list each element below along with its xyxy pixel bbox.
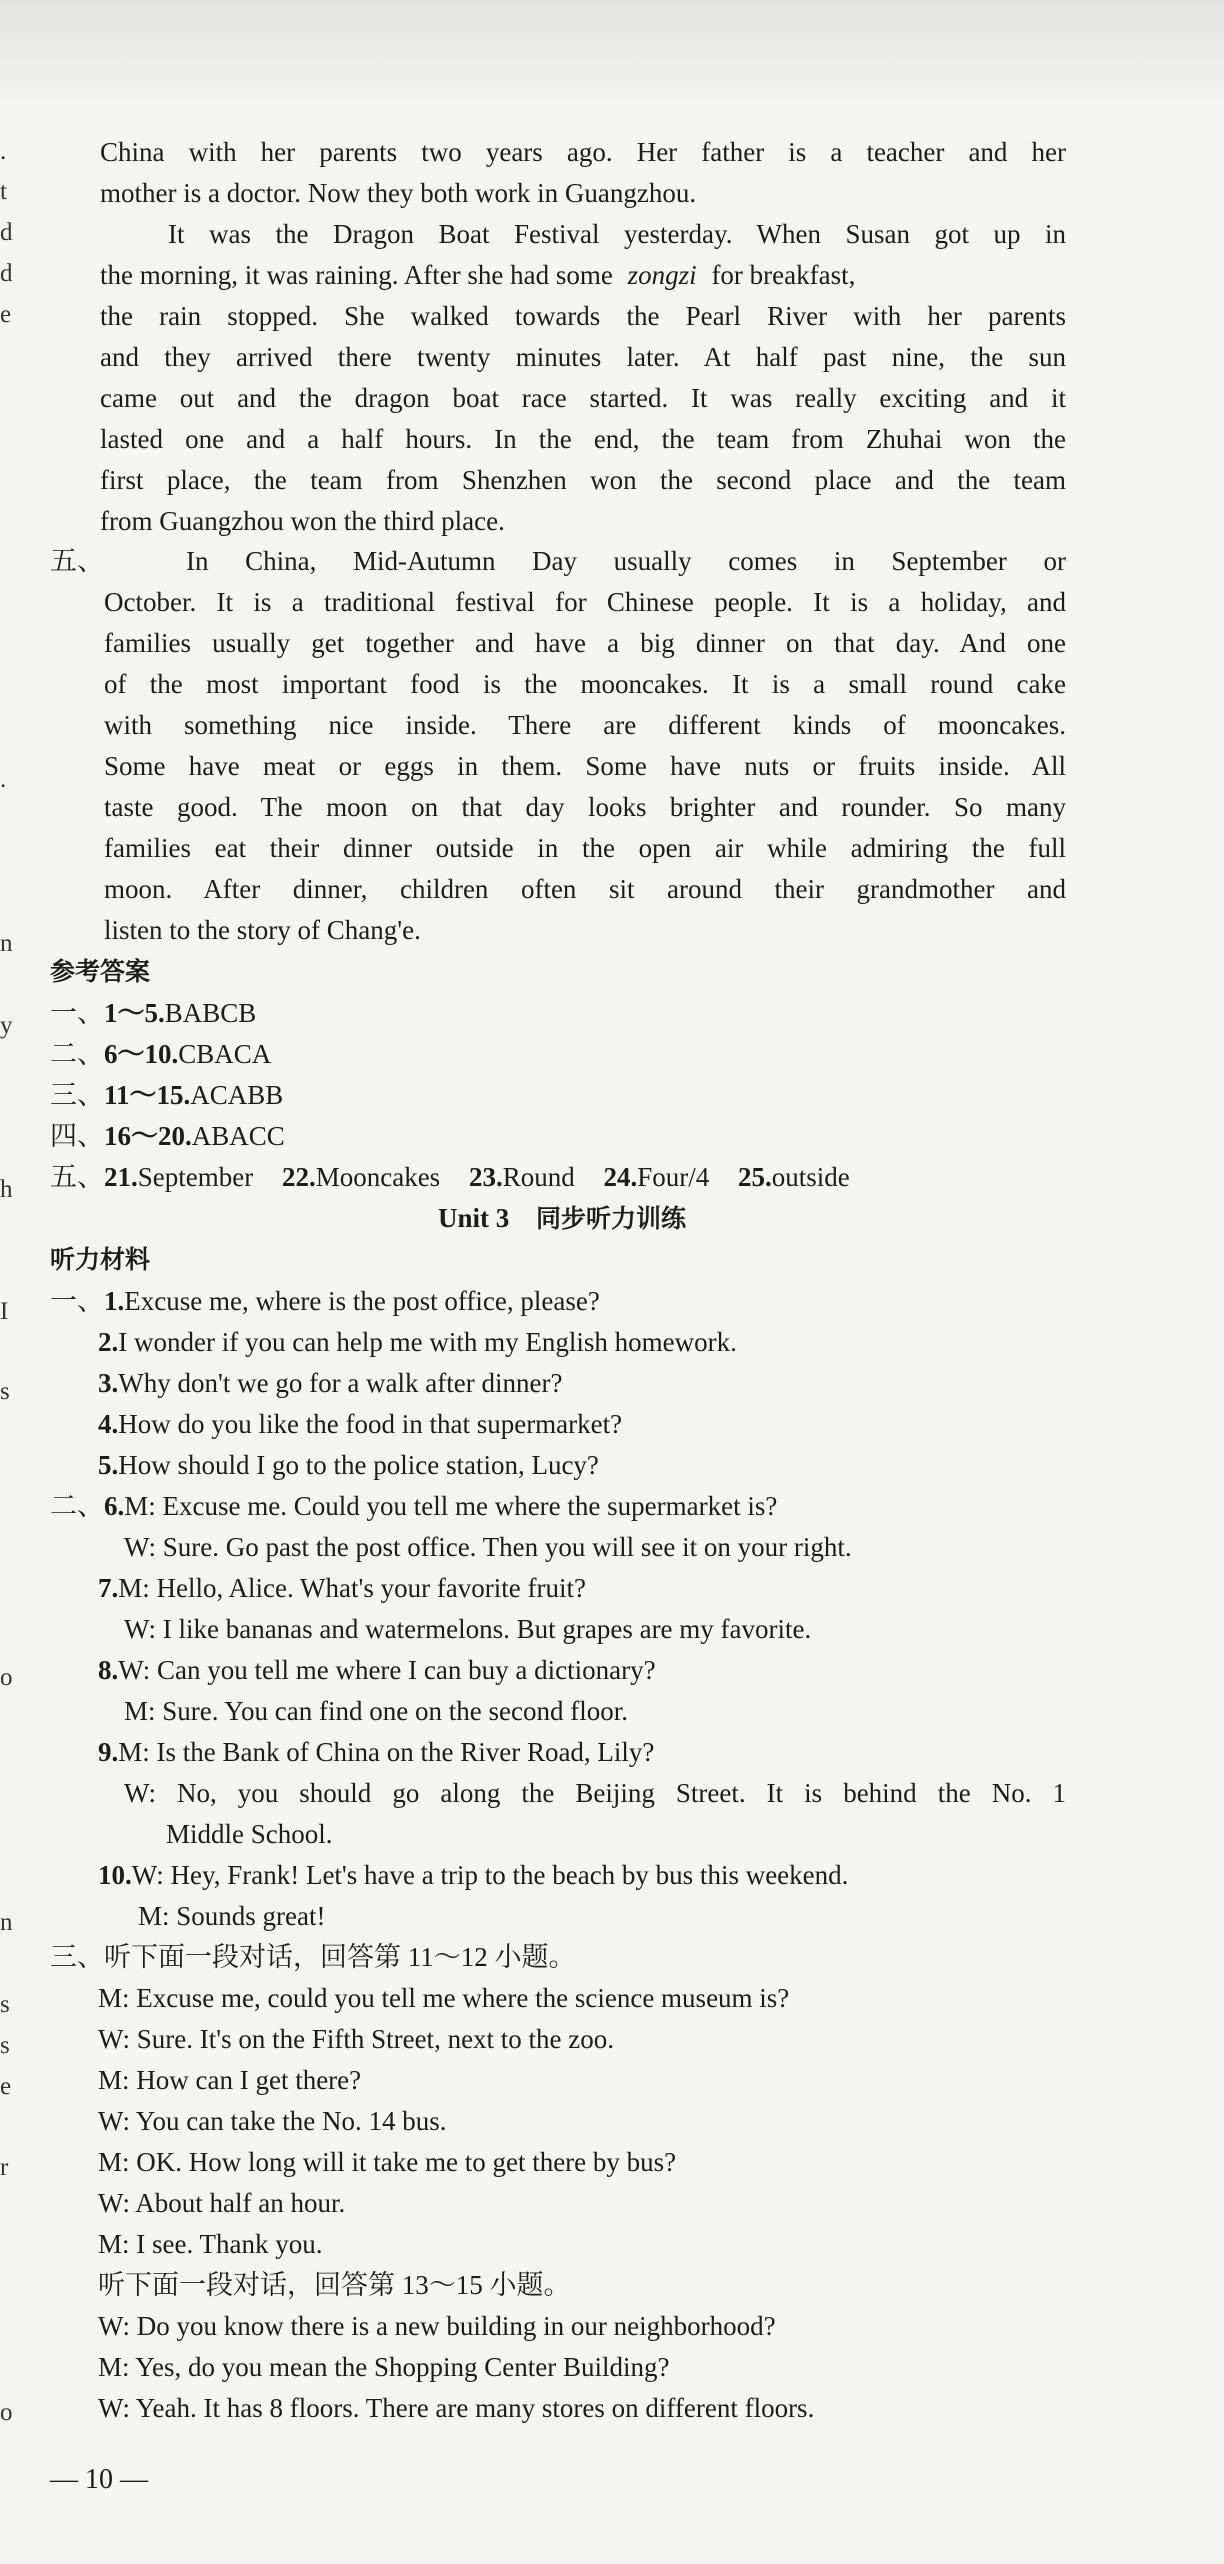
dialog-text: W: Can you tell me where I can buy a dictionary?	[118, 1655, 656, 1685]
section-label: 三、	[50, 1942, 104, 1972]
question-1	[50, 1281, 600, 1321]
edge-fragment: o	[0, 1664, 13, 1691]
passage-line: families usually get together and have a big dinner on that day. And one	[104, 628, 1066, 658]
edge-fragment: .	[0, 766, 7, 793]
passage-line: October. It is a traditional festival for Chinese people. It is a holiday, and	[104, 587, 1066, 617]
answer-text: Four/4	[637, 1162, 710, 1192]
edge-fragment: e	[0, 2073, 12, 2100]
section-intro	[50, 1937, 576, 1977]
dialog-line: W: No, you should go along the Beijing Street. It is behind the No. 1	[124, 1778, 1066, 1808]
answer-range: 1～5.	[104, 998, 165, 1028]
question-num: 8.	[98, 1655, 119, 1685]
answer-range: 16～20.	[104, 1121, 192, 1151]
answer-num: 21.	[104, 1162, 138, 1192]
italic-word: zongzi	[627, 260, 697, 290]
edge-fragment: d	[0, 219, 13, 246]
edge-fragment: s	[0, 2032, 10, 2059]
dialog-line: M: Yes, do you mean the Shopping Center Building?	[98, 2352, 670, 2382]
question-num: 1.	[104, 1286, 125, 1316]
answer-text: ABACC	[191, 1121, 285, 1151]
dialog-line: M: Sounds great!	[138, 1901, 326, 1931]
answer-text: BABCB	[164, 998, 257, 1028]
dialog-line: W: Sure. Go past the post office. Then you will see it on your right.	[124, 1532, 852, 1562]
question-num: 9.	[98, 1737, 119, 1767]
answers-heading: 参考答案	[50, 957, 151, 986]
edge-fragment: d	[0, 260, 13, 287]
dialog-line: Middle School.	[166, 1819, 333, 1849]
answer-num: 22.	[281, 1162, 316, 1192]
passage-line: China with her parents two years ago. Her father is a teacher and her	[100, 137, 1066, 167]
edge-fragment: y	[0, 1012, 13, 1039]
unit-subtitle: 同步听力训练	[536, 1204, 687, 1233]
answer-text: ACABB	[190, 1080, 284, 1110]
dialog-line: M: How can I get there?	[98, 2065, 362, 2095]
passage-line: mother is a doctor. Now they both work in Guangzhou.	[100, 178, 697, 208]
answer-row	[50, 1116, 285, 1156]
edge-fragment: r	[0, 2154, 9, 2181]
passage-text: for breakfast,	[711, 260, 856, 290]
question-4	[98, 1404, 622, 1444]
edge-fragment: I	[0, 1298, 9, 1325]
section-label: 一、	[50, 1286, 104, 1316]
answer-num: 25.	[737, 1162, 772, 1192]
question-num: 6.	[104, 1491, 125, 1521]
question-num: 2.	[98, 1327, 119, 1357]
passage-line: from Guangzhou won the third place.	[100, 506, 505, 536]
question-text: Excuse me, where is the post office, please?	[124, 1286, 600, 1316]
dialog-line: W: I like bananas and watermelons. But grapes are my favorite.	[124, 1614, 812, 1644]
dialog-line: M: OK. How long will it take me to get there by bus?	[98, 2147, 677, 2177]
dialog-line: M: I see. Thank you.	[98, 2229, 323, 2259]
page-number: — 10 —	[50, 2464, 148, 2495]
passage-line: Some have meat or eggs in them. Some have nuts or fruits inside. All	[104, 751, 1066, 781]
dialog-line	[98, 1568, 586, 1608]
dialog-line: W: You can take the No. 14 bus.	[98, 2106, 447, 2136]
dialog-line	[98, 1855, 848, 1895]
question-text: How do you like the food in that supermarket?	[118, 1409, 623, 1439]
answer-prefix: 一、	[50, 998, 104, 1028]
question-text: I wonder if you can help me with my English homework.	[118, 1327, 737, 1357]
question-num: 4.	[98, 1409, 119, 1439]
answer-text: CBACA	[178, 1039, 272, 1069]
dialog-line: M: Excuse me, could you tell me where the science museum is?	[98, 1983, 790, 2013]
passage-line: first place, the team from Shenzhen won the second place and the team	[100, 465, 1066, 495]
dialog-line	[98, 1650, 656, 1690]
answer-num: 24.	[603, 1162, 638, 1192]
top-shadow	[0, 0, 1224, 110]
dialog-text: M: Is the Bank of China on the River Road, Lily?	[118, 1737, 655, 1767]
passage-line: families eat their dinner outside in the open air while admiring the full	[104, 833, 1066, 863]
dialog-text: M: Excuse me. Could you tell me where the supermarket is?	[124, 1491, 778, 1521]
question-5	[98, 1445, 599, 1485]
dialog-line: M: Sure. You can find one on the second floor.	[124, 1696, 628, 1726]
dialog-text: M: Hello, Alice. What's your favorite fruit?	[118, 1573, 586, 1603]
answer-row	[50, 993, 256, 1033]
passage-line: lasted one and a half hours. In the end, the team from Zhuhai won the	[100, 424, 1066, 454]
intro-text: 听下面一段对话，回答第 11～12 小题。	[104, 1942, 576, 1972]
material-heading: 听力材料	[50, 1245, 151, 1274]
question-num: 10.	[98, 1860, 132, 1890]
edge-fragment: o	[0, 2399, 13, 2426]
answer-prefix: 四、	[50, 1121, 104, 1151]
section-label: 二、	[50, 1491, 104, 1521]
edge-fragment: s	[0, 1378, 10, 1405]
edge-fragment: t	[0, 178, 7, 205]
edge-fragment: e	[0, 301, 12, 328]
question-num: 3.	[98, 1368, 119, 1398]
passage-line: taste good. The moon on that day looks brighter and rounder. So many	[104, 792, 1066, 822]
section-intro: 听下面一段对话，回答第 13～15 小题。	[98, 2270, 571, 2300]
question-3	[98, 1363, 562, 1403]
passage-line: came out and the dragon boat race started. It was really exciting and it	[100, 383, 1066, 413]
question-num: 5.	[98, 1450, 119, 1480]
passage-line: In China, Mid-Autumn Day usually comes in September or	[186, 546, 1066, 576]
dialog-line: W: Do you know there is a new building in our neighborhood?	[98, 2311, 776, 2341]
answer-prefix: 三、	[50, 1080, 104, 1110]
answer-prefix: 二、	[50, 1039, 104, 1069]
answer-text: Mooncakes	[315, 1162, 441, 1192]
question-num: 7.	[98, 1573, 119, 1603]
answer-text: Round	[502, 1162, 575, 1192]
dialog-line	[98, 1732, 654, 1772]
edge-fragment: n	[0, 930, 13, 957]
answer-range: 11～15.	[104, 1080, 191, 1110]
edge-fragment: .	[0, 138, 7, 165]
passage-line: It was the Dragon Boat Festival yesterday. When Susan got up in	[168, 219, 1066, 249]
question-text: Why don't we go for a walk after dinner?	[118, 1368, 563, 1398]
dialog-line: W: Yeah. It has 8 floors. There are many stores on different floors.	[98, 2393, 815, 2423]
answer-row	[50, 1034, 271, 1074]
question-2	[98, 1322, 737, 1362]
unit-name: Unit 3	[437, 1203, 510, 1233]
passage-text: the morning, it was raining. After she had some	[100, 260, 613, 290]
dialog-line: W: About half an hour.	[98, 2188, 346, 2218]
passage-line: of the most important food is the mooncakes. It is a small round cake	[104, 669, 1066, 699]
passage-line: the rain stopped. She walked towards the Pearl River with her parents	[100, 301, 1066, 331]
passage-line: with something nice inside. There are different kinds of mooncakes.	[104, 710, 1066, 740]
section-label: 五、	[50, 546, 104, 576]
passage-line: listen to the story of Chang'e.	[104, 915, 421, 945]
answer-row	[50, 1075, 283, 1115]
passage-line: moon. After dinner, children often sit around their grandmother and	[104, 874, 1066, 904]
answer-range: 6～10.	[104, 1039, 179, 1069]
dialog-text: W: Hey, Frank! Let's have a trip to the beach by bus this weekend.	[131, 1860, 849, 1890]
passage-line	[100, 255, 1066, 295]
dialog-line: W: Sure. It's on the Fifth Street, next to the zoo.	[98, 2024, 615, 2054]
answer-row	[50, 1157, 850, 1197]
answer-prefix: 五、	[50, 1162, 104, 1192]
question-text: How should I go to the police station, Lucy?	[118, 1450, 599, 1480]
unit-title	[0, 1198, 1124, 1239]
answer-num: 23.	[468, 1162, 503, 1192]
edge-fragment: h	[0, 1176, 13, 1203]
answer-text: outside	[771, 1162, 850, 1192]
edge-fragment: n	[0, 1909, 13, 1936]
passage-line: and they arrived there twenty minutes later. At half past nine, the sun	[100, 342, 1066, 372]
edge-fragment: s	[0, 1991, 10, 2018]
answer-text: September	[137, 1162, 254, 1192]
dialog-line	[50, 1486, 777, 1526]
